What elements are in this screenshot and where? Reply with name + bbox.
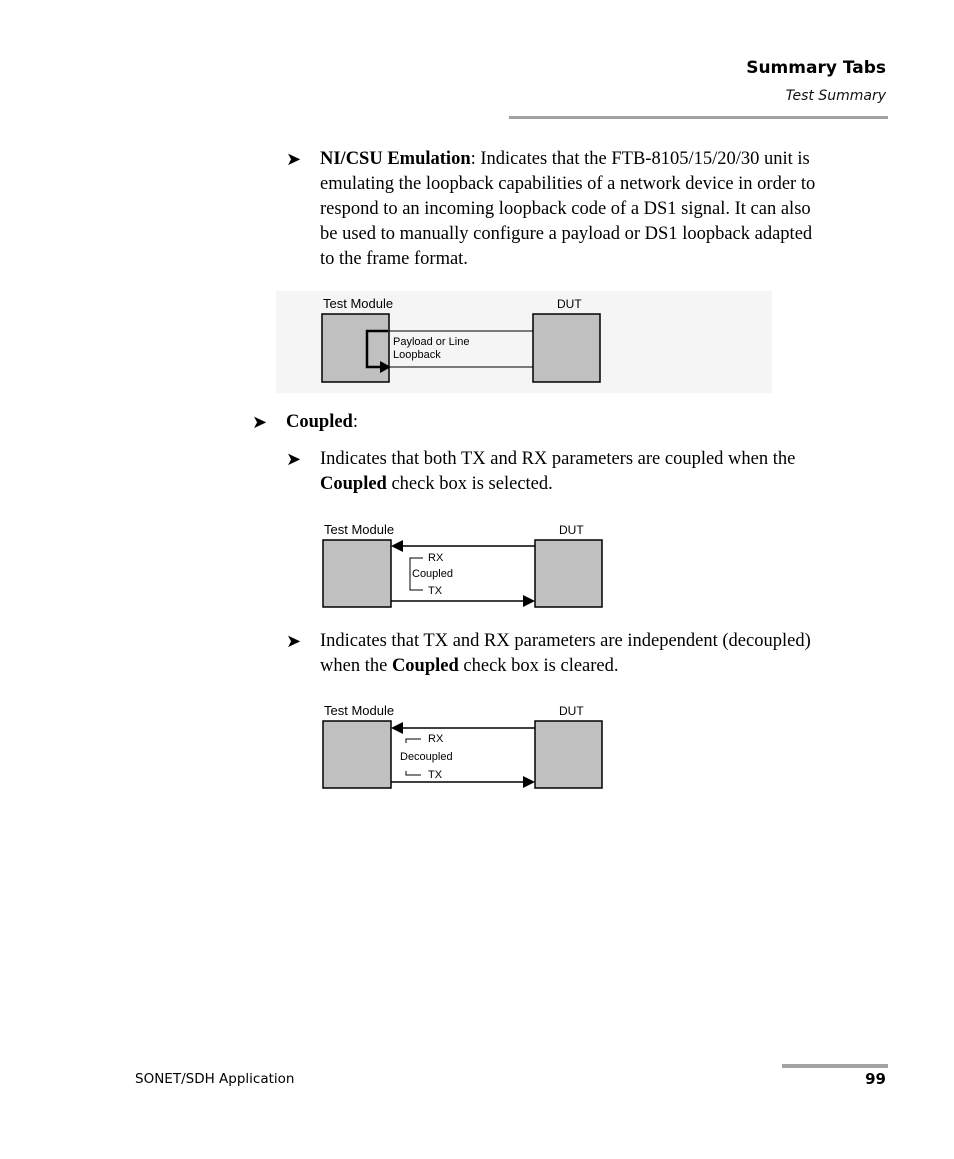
svg-text:TX: TX [428, 585, 443, 597]
svg-text:Payload or Line: Payload or Line [393, 336, 470, 348]
footer-rule [782, 1064, 888, 1068]
svg-text:Coupled: Coupled [412, 568, 453, 580]
tx-arrow-icon [523, 595, 535, 607]
svg-text:TX: TX [428, 769, 443, 781]
dut-box [535, 721, 602, 788]
page-number: 99 [865, 1070, 886, 1088]
bullet-coupled-cleared [286, 629, 896, 679]
bullet-arrow-icon: ➤ [286, 631, 302, 651]
header-rule [509, 116, 888, 119]
svg-text:RX: RX [428, 552, 444, 564]
label-dut: DUT [559, 704, 584, 718]
dut-box [535, 540, 602, 607]
bullet-arrow-icon: ➤ [286, 449, 302, 469]
label-dut: DUT [559, 523, 584, 537]
svg-text:Loopback: Loopback [393, 349, 441, 361]
term-nicsu: NI/CSU Emulation [320, 149, 471, 169]
label-test-module: Test Module [324, 522, 395, 537]
svg-text:RX: RX [428, 733, 444, 745]
test-module-box [323, 540, 391, 607]
label-dut: DUT [557, 297, 582, 311]
dut-box [533, 314, 600, 382]
figure-loopback [276, 291, 772, 398]
label-test-module: Test Module [323, 296, 394, 311]
bullet-arrow-icon: ➤ [252, 412, 268, 432]
figure-decoupled [320, 699, 610, 798]
label-test-module: Test Module [324, 703, 395, 718]
svg-text:Decoupled: Decoupled [400, 751, 453, 763]
bullet-coupled-selected-text: Indicates that both TX and RX parameters are coupled when the Coupled check box is selected. [320, 449, 796, 494]
rx-arrow-icon [391, 722, 403, 734]
rx-arrow-icon [391, 540, 403, 552]
bullet-coupled: ➤ Coupled: [252, 410, 358, 435]
bullet-coupled-cleared-text: Indicates that TX and RX parameters are independent (decoupled) when the Coupled check box is cleared. [320, 631, 811, 676]
section-title: Summary Tabs [746, 58, 886, 78]
figure-coupled [320, 518, 610, 617]
bullet-nicsu-emulation [286, 147, 896, 272]
bullet-coupled-selected [286, 447, 896, 497]
term-coupled: Coupled [286, 412, 353, 432]
section-subtitle: Test Summary [785, 88, 886, 104]
test-module-box [323, 721, 391, 788]
footer-doc-title: SONET/SDH Application [135, 1071, 295, 1087]
bullet-nicsu-text: NI/CSU Emulation: Indicates that the FTB-8105/15/20/30 unit is emulating the loopback capabilities of a network device in order to respond to an incoming loopback code of a DS1 signal. It can also be used to manually configure a payload or DS1 loopback adapted to the frame format. [320, 149, 816, 269]
bullet-arrow-icon: ➤ [286, 149, 302, 169]
test-module-box [322, 314, 389, 382]
tx-arrow-icon [523, 776, 535, 788]
